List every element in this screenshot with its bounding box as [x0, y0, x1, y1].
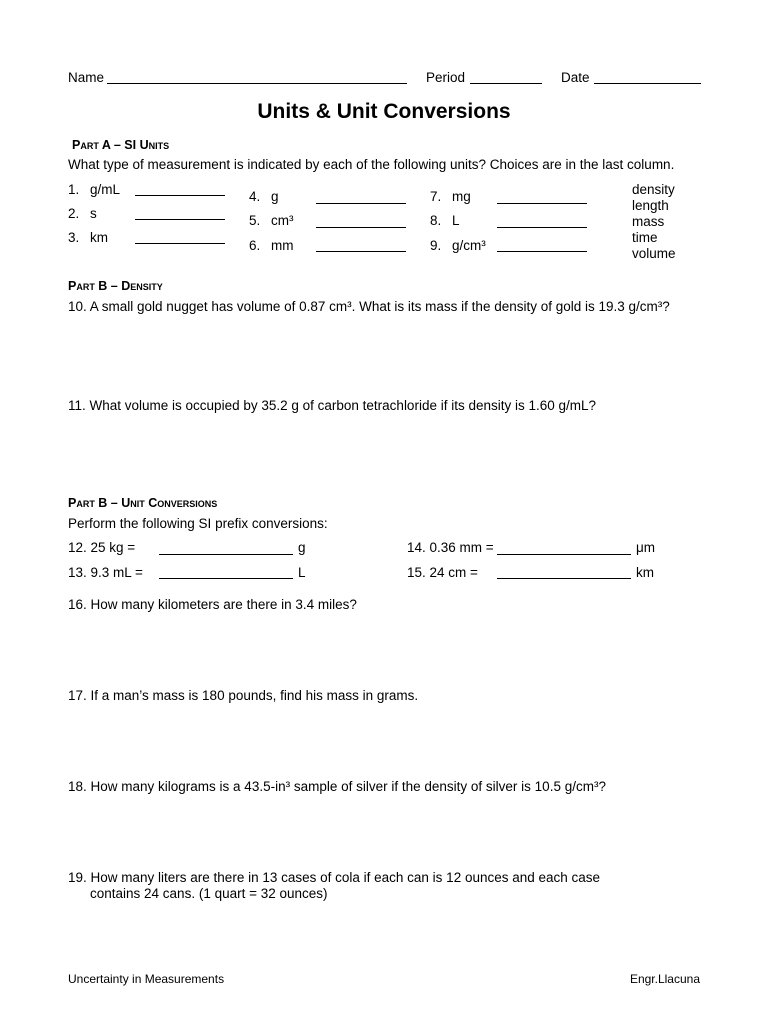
question-10: 10. A small gold nugget has volume of 0.87 cm³. What is its mass if the density of gold is 19.3 g/cm³? [68, 299, 670, 314]
item-5-num: 5. [249, 213, 261, 228]
choice-volume: volume [632, 246, 676, 261]
item-4-num: 4. [249, 189, 261, 204]
choices-list [632, 182, 676, 262]
item-5-unit: cm³ [271, 213, 294, 228]
date-blank-line[interactable] [594, 83, 701, 84]
item-3-unit: km [90, 230, 108, 245]
item-2-unit: s [90, 206, 97, 221]
item-6-blank[interactable] [316, 251, 406, 252]
question-19-line-1: 19. How many liters are there in 13 cases of cola if each can is 12 ounces and each case [68, 870, 601, 885]
question-15-blank[interactable] [497, 578, 631, 579]
question-13-prefix: 13. 9.3 mL = [68, 565, 143, 580]
choice-mass: mass [632, 214, 665, 229]
choice-time: time [632, 230, 658, 245]
question-18: 18. How many kilograms is a 43.5-in³ sample of silver if the density of silver is 10.5 g/cm³? [68, 779, 606, 794]
part-b-conversions-heading: Part B – Unit Conversions [68, 496, 218, 510]
part-a-heading: Part A – SI Units [72, 138, 170, 152]
question-13-blank[interactable] [159, 578, 293, 579]
item-7-blank[interactable] [497, 203, 587, 204]
item-1-num: 1. [68, 182, 80, 197]
question-14-unit: μm [636, 540, 656, 555]
question-12-prefix: 12. 25 kg = [68, 540, 136, 555]
item-8-unit: L [452, 213, 460, 228]
item-3-blank[interactable] [135, 243, 225, 244]
question-12-unit: g [298, 540, 306, 555]
question-15-prefix: 15. 24 cm = [407, 565, 478, 580]
name-label: Name [68, 70, 105, 85]
footer-right: Engr.Llacuna [629, 972, 700, 986]
name-blank-line[interactable] [107, 83, 407, 84]
item-4-blank[interactable] [316, 203, 406, 204]
question-11: 11. What volume is occupied by 35.2 g of carbon tetrachloride if its density is 1.60 g/mL? [68, 398, 597, 413]
item-6-num: 6. [249, 238, 261, 253]
period-blank-line[interactable] [470, 83, 542, 84]
item-4-unit: g [271, 189, 279, 204]
question-14-blank[interactable] [497, 554, 631, 555]
question-13-unit: L [298, 565, 306, 580]
question-17: 17. If a man’s mass is 180 pounds, find his mass in grams. [68, 688, 419, 703]
question-15-unit: km [636, 565, 654, 580]
item-3-num: 3. [68, 230, 80, 245]
footer-left: Uncertainty in Measurements [68, 972, 225, 986]
item-8-num: 8. [430, 213, 442, 228]
question-16: 16. How many kilometers are there in 3.4 miles? [68, 597, 357, 612]
question-12-blank[interactable] [159, 554, 293, 555]
question-19-line-2: contains 24 cans. (1 quart = 32 ounces) [90, 886, 328, 901]
date-label: Date [561, 70, 590, 85]
item-2-blank[interactable] [135, 219, 225, 220]
item-1-blank[interactable] [135, 195, 225, 196]
item-6-unit: mm [271, 238, 294, 253]
period-label: Period [426, 70, 466, 85]
choice-length: length [632, 198, 669, 213]
choice-density: density [632, 182, 675, 197]
item-8-blank[interactable] [497, 227, 587, 228]
item-9-unit: g/cm³ [452, 238, 486, 253]
page-title: Units & Unit Conversions [257, 100, 511, 123]
item-9-blank[interactable] [497, 251, 587, 252]
conversions-instructions: Perform the following SI prefix conversions: [68, 516, 328, 531]
part-b-density-heading: Part B – Density [68, 279, 163, 293]
item-5-blank[interactable] [316, 227, 406, 228]
item-9-num: 9. [430, 238, 442, 253]
item-2-num: 2. [68, 206, 80, 221]
part-a-instructions: What type of measurement is indicated by each of the following units? Choices are in the last column. [68, 157, 675, 172]
question-14-prefix: 14. 0.36 mm = [407, 540, 494, 555]
item-7-unit: mg [452, 189, 471, 204]
item-7-num: 7. [430, 189, 442, 204]
item-1-unit: g/mL [90, 182, 121, 197]
